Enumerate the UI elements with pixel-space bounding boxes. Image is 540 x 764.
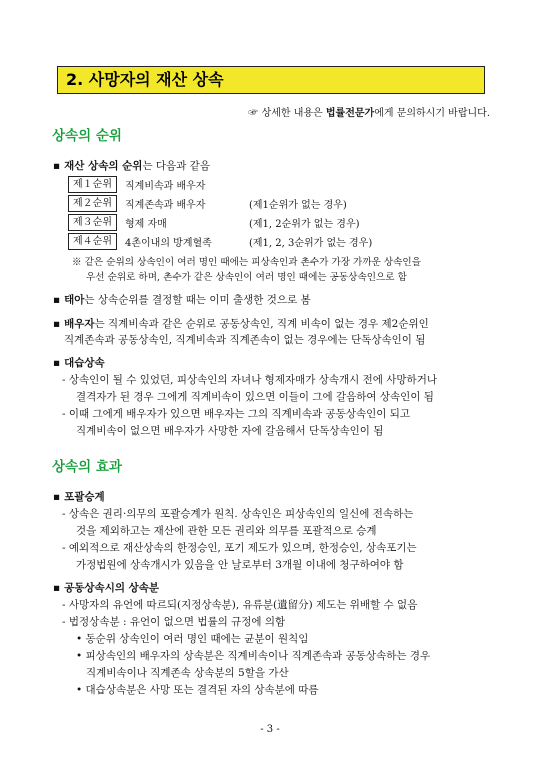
bullet-key: 공동상속시의 상속분	[64, 582, 160, 594]
bullet-text: 는 다음과 같음	[142, 160, 210, 172]
bullet-key: 재산 상속의 순위	[64, 160, 143, 172]
bullet-universal-succession	[53, 489, 105, 504]
rank-label: 제４순위	[68, 233, 117, 250]
bullet-text: 는 상속순위를 결정할 때는 이미 출생한 것으로 봄	[84, 294, 311, 306]
bullet-key: 포괄승계	[64, 491, 105, 503]
text-line: - 예외적으로 재산상속의 한정승인, 포기 제도가 있으며, 한정승인, 상속포기는	[62, 542, 417, 554]
page-number: - 3 -	[260, 724, 280, 735]
bullet-fetus	[53, 292, 311, 307]
text-line: - 사망자의 유언에 따르되(지정상속분), 유류분(遺留分) 제도는 위배할 수 없음	[62, 599, 418, 611]
rank-row	[68, 176, 488, 193]
text-line: 결격자가 된 경우 그에게 직계비속이 있으면 이들이 그에 갈음하여 상속인이 됨	[76, 391, 434, 403]
text-line: - 상속은 권리·의무의 포괄승계가 원칙. 상속인은 피상속인의 일신에 전속하는	[62, 508, 414, 520]
text-line: 직계존속과 공동상속인, 직계비속과 직계존속이 없는 경우에는 단독상속인이 됨	[64, 334, 426, 346]
text-line: - 법정상속분 : 유언이 없으면 법률의 규정에 의함	[62, 616, 286, 628]
rank-label: 제３순위	[68, 214, 117, 231]
notice	[248, 104, 490, 119]
bullet-mark: ▪	[53, 318, 61, 330]
section-heading-order: 상속의 순위	[52, 128, 122, 144]
bullet-key: 배우자	[64, 318, 95, 330]
bullet-mark: ▪	[53, 491, 61, 503]
text-line: - 상속인이 될 수 있었던, 피상속인의 자녀나 형제자매가 상속개시 전에 사망하거나	[62, 374, 437, 386]
rank-row	[68, 233, 488, 250]
notice-bold: 법률전문가	[325, 108, 375, 119]
rank-row	[68, 195, 488, 212]
page-title: 2. 사망자의 재산 상속	[57, 66, 485, 94]
rank-desc: 4촌이내의 방계혈족	[125, 238, 212, 249]
text-line: 것을 제외하고는 재산에 관한 모든 권리와 의무를 포괄적으로 승계	[76, 525, 377, 537]
notice-suffix: 에게 문의하시기 바랍니다.	[374, 108, 490, 119]
text-line: 직계비속이 없으면 배우자가 사망한 자에 갈음해서 단독상속인이 됨	[76, 425, 384, 437]
bullet-mark: ▪	[53, 357, 61, 369]
rank-cond: (제1, 2, 3순위가 없는 경우)	[249, 238, 373, 249]
note-line: ※ 같은 순위의 상속인이 여러 명인 때에는 피상속인과 촌수가 가장 가까운 상속인을	[72, 257, 421, 268]
bullet-joint-shares	[53, 580, 159, 595]
rank-desc: 직계존속과 배우자	[125, 200, 206, 211]
bullet-mark: ▪	[53, 294, 61, 306]
rank-label: 제１순위	[68, 176, 117, 193]
text-line: • 대습상속분은 사망 또는 결격된 자의 상속분에 따름	[76, 684, 319, 696]
bullet-key: 태아	[64, 294, 85, 306]
rank-cond: (제1, 2순위가 없는 경우)	[249, 219, 360, 230]
text-line: 직계비속이나 직계존속 상속분의 5할을 가산	[86, 667, 289, 679]
notice-prefix: ☞ 상세한 내용은	[248, 108, 326, 119]
note-line: 우선 순위로 하며, 촌수가 같은 상속인이 여러 명인 때에는 공동상속인으로 함	[86, 272, 407, 283]
bullet-representation	[53, 355, 105, 370]
bullet-spouse	[53, 316, 429, 331]
text-line: • 피상속인의 배우자의 상속분은 직계비속이나 직계존속과 공동상속하는 경우	[76, 650, 431, 662]
rank-desc: 형제 자매	[125, 219, 167, 230]
bullet-text: 는 직계비속과 같은 순위로 공동상속인, 직계 비속이 없는 경우 제2순위인	[94, 318, 429, 330]
rank-label: 제２순위	[68, 195, 117, 212]
bullet-mark: ▪	[53, 160, 61, 172]
section-heading-effect: 상속의 효과	[52, 459, 122, 475]
bullet-mark: ▪	[53, 582, 61, 594]
bullet-key: 대습상속	[64, 357, 105, 369]
rank-desc: 직계비속과 배우자	[125, 181, 206, 192]
rank-row	[68, 214, 488, 231]
rank-cond: (제1순위가 없는 경우)	[249, 200, 347, 211]
bullet-order	[53, 158, 210, 173]
text-line: • 동순위 상속인이 여러 명인 때에는 균분이 원칙임	[76, 633, 309, 645]
text-line: 가정법원에 상속개시가 있음을 안 날로부터 3개월 이내에 청구하여야 함	[76, 559, 404, 571]
text-line: - 이때 그에게 배우자가 있으면 배우자는 그의 직계비속과 공동상속인이 되고	[62, 408, 411, 420]
